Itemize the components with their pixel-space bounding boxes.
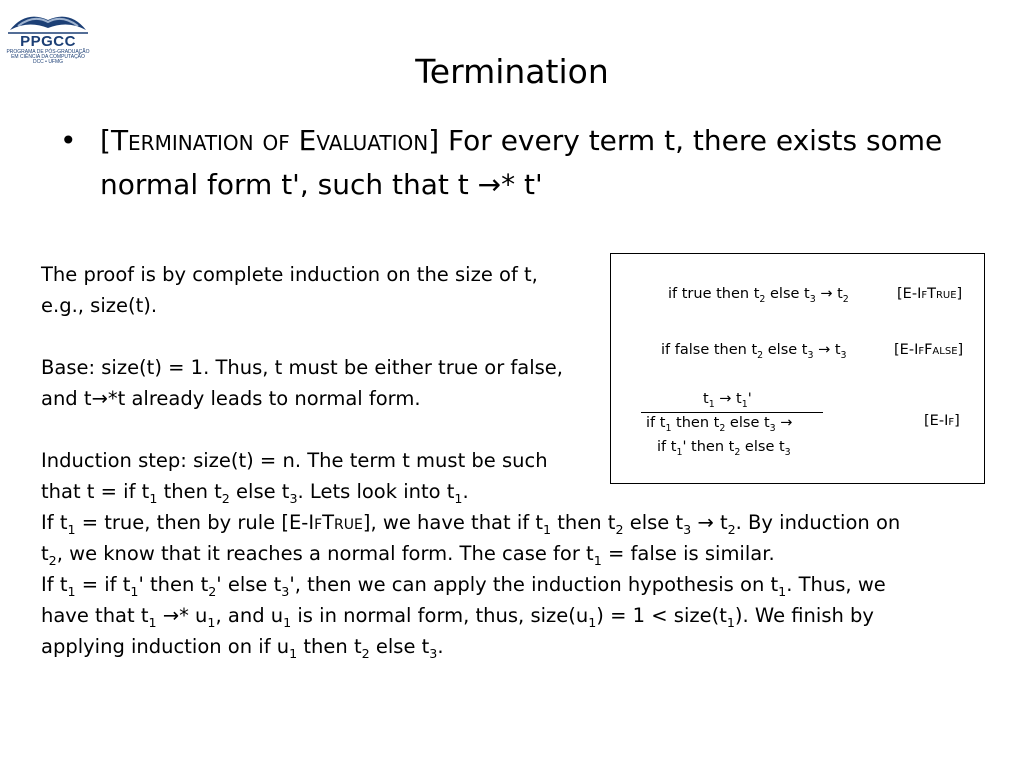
rule-if-conclusion-2: if $t_1'$ then $t_2$ else $t_3$ xyxy=(657,439,791,458)
proof-line-base-1: Base: size(t) = 1. Thus, t must be either true or false, xyxy=(41,356,564,379)
proof-line-1: The proof is by complete induction on the size of t, xyxy=(41,263,538,286)
logo-subtitle-3: DCC • UFMG xyxy=(32,59,64,65)
proof-line-step-4: $t_2$, we know that it reaches a normal form. The case for $t_1$ = false is similar. xyxy=(41,542,775,568)
proof-blank-2 xyxy=(41,414,971,445)
proof-line-step-6: have that $t_1 \to* u_1$, and $u_1$ is in normal form, thus, $size(u_1) = 1$ < $size(t_1)$. We finish by xyxy=(41,604,874,630)
logo-subtitle-1: PROGRAMA DE PÓS-GRADUAÇÃO xyxy=(6,49,90,55)
rule-if-false: if false then $t_2$ else $t_3 \to t_3$ xyxy=(661,342,847,361)
bullet-dot-icon: • xyxy=(60,124,77,157)
proof-line-step-1: Induction step: size(t) = n. The term t must be such xyxy=(41,449,548,472)
proof-line-step-2: that t = if $t_1$ then $t_2$ else $t_3$. Lets look into $t_1$. xyxy=(41,480,469,506)
theorem-text: [Termination of Evaluation] For every term t, there exists some normal form t', such that t →* t' xyxy=(100,124,943,201)
slide-title: Termination xyxy=(415,52,609,91)
rule-if-tag: [E-If] xyxy=(924,413,960,429)
rule-if-false-tag: [E-IfFalse] xyxy=(894,342,964,358)
proof-line-step-5: If $t_1$ = if $t_1'$ then $t_2'$ else $t_3'$, then we can apply the induction hypothesis on $t_1$. Thus, we xyxy=(41,573,886,599)
rule-if-conclusion-1: if $t_1$ then $t_2$ else $t_3$ → xyxy=(646,415,793,434)
proof-line-2: e.g., size(t). xyxy=(41,294,158,317)
proof-line-base-2: and t→*t already leads to normal form. xyxy=(41,387,421,410)
proof-line-step-7: applying induction on if $u_1$ then $t_2$ else $t_3$. xyxy=(41,635,444,661)
rule-if-true: if true then $t_2$ else $t_3 \to t_2$ xyxy=(668,286,849,305)
logo-wing-icon xyxy=(6,6,90,36)
rule-if-premise: $t_1 \to t_1'$ xyxy=(703,391,752,410)
theorem-name: Termination of Evaluation xyxy=(110,124,429,157)
proof-blank-1 xyxy=(41,321,971,352)
rule-if-true-tag: [E-IfTrue] xyxy=(897,286,963,302)
proof-line-step-3: If $t_1$ = true, then by rule [E-IfTrue], we have that if $t_1$ then $t_2$ else $t_3 \to t_2$. By induction on xyxy=(41,511,901,537)
proof-text xyxy=(41,259,971,662)
logo-subtitle-2: EM CIÊNCIA DA COMPUTAÇÃO xyxy=(11,54,85,60)
logo-brand: PPGCC xyxy=(20,33,76,50)
